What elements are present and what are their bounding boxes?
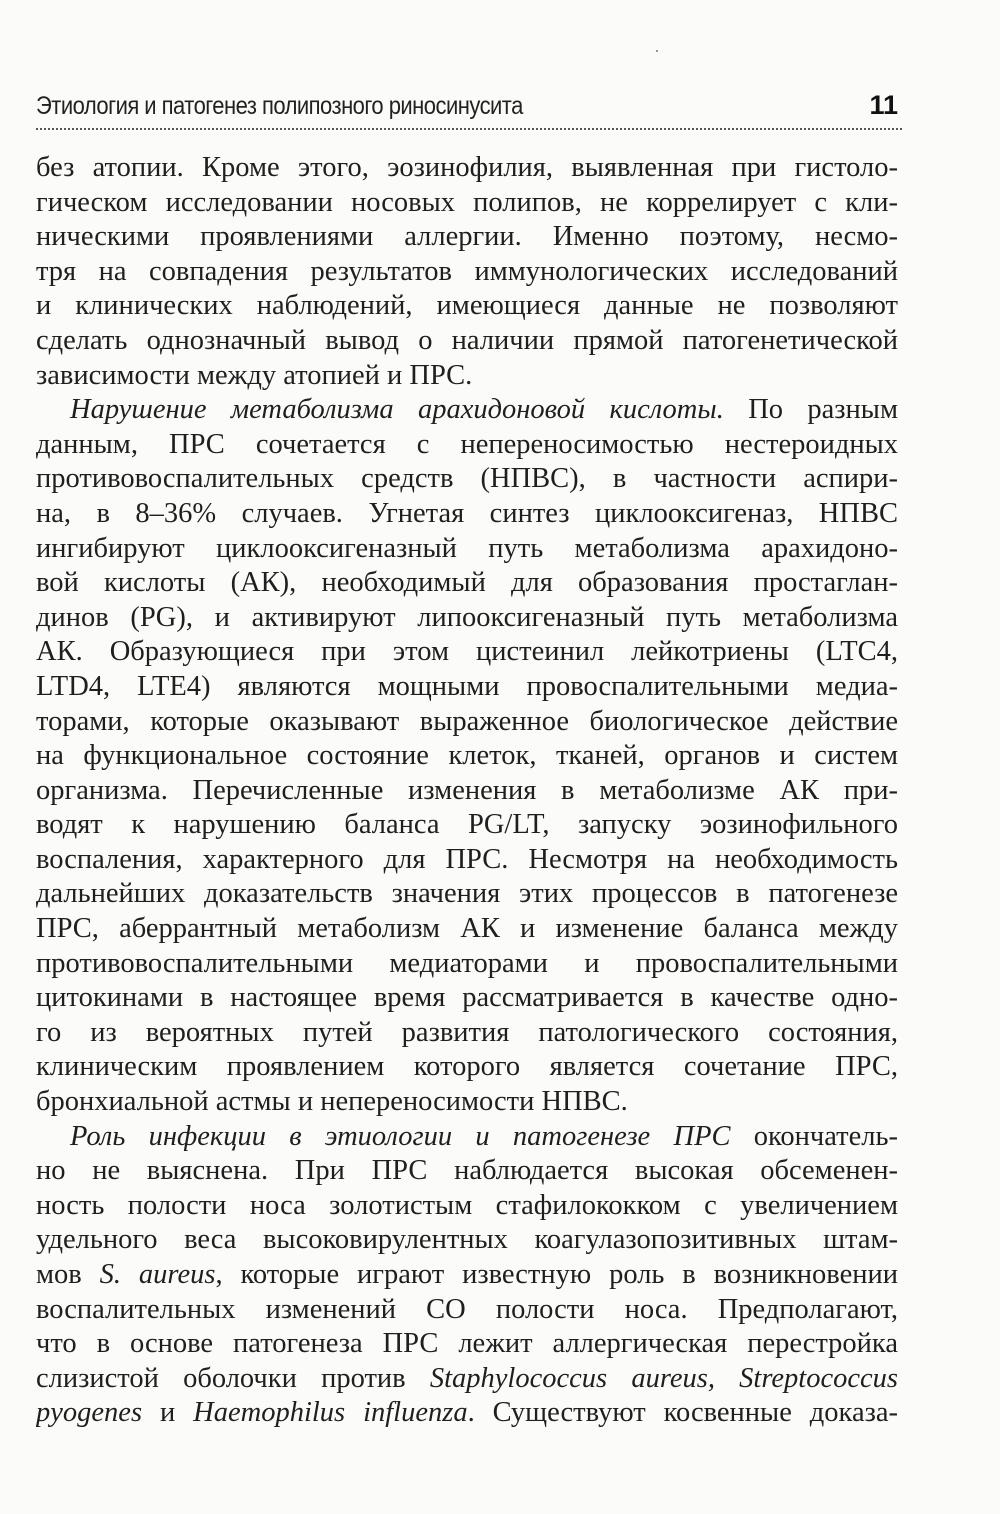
italic-term: pyogenes [36,1397,143,1429]
text-line: воспалительных изменений СО полости носа. Предполагают, [36,1293,898,1325]
italic-heading: Роль инфекции в этиологии и патогенезе ПРС [70,1120,731,1152]
running-header [36,88,902,130]
text-line [36,1258,898,1293]
line-text: По разным [723,394,898,426]
text-line: на функциональное состояние клеток, тканей, органов и систем [36,740,898,772]
text-line: воспаления, характерного для ПРС. Несмотря на необходимость [36,843,898,875]
text-line: клиническим проявлением которого является сочетание ПРС, [36,1051,898,1083]
text-line: дальнейших доказательств значения этих процессов в патогенезе [36,878,898,910]
italic-heading: Нарушение метаболизма арахидоновой кислоты. [70,394,724,426]
text-line: тря на совпадения результатов иммунологических исследований [36,255,898,287]
text-line: динов (PG), и активируют липооксигеназный путь метаболизма [36,601,898,633]
text-line: противовоспалительных средств (НПВС), в частности аспири- [36,463,898,495]
line-text: , которые играют известную роль в возникновении [215,1259,898,1290]
text-line: сделать однозначный вывод о наличии прямой патогенетической [36,324,898,356]
body-text [36,151,898,1431]
text-line: без атопии. Кроме этого, эозинофилия, выявленная при гистоло- [36,152,898,183]
paragraph-start-line [36,1120,898,1155]
text-line [36,1396,898,1431]
text-line: ингибируют циклооксигеназный путь метаболизма арахидоно- [36,532,898,564]
text-line: и клинических наблюдений, имеющиеся данные не позволяют [36,290,898,322]
running-title: Этиология и патогенез полипозного риносинусита [36,92,523,120]
italic-term: Haemophilus influenza [193,1397,468,1429]
text-line: бронхиальной астмы и непереносимости НПВС. [36,1086,628,1118]
italic-term: S. aureus [99,1259,216,1290]
text-line [36,1362,898,1397]
italic-term: Staphylococcus aureus, Streptococcus [429,1362,898,1394]
text-line: организма. Перечисленные изменения в метаболизме АК при- [36,774,898,806]
text-line: цитокинами в настоящее время рассматривается в качестве одно- [36,982,898,1014]
line-text: мов [36,1259,100,1290]
line-text: слизистой оболочки против [36,1362,430,1394]
text-line: противовоспалительными медиаторами и провоспалительными [36,947,898,979]
text-line: водят к нарушению баланса PG/LT, запуску эозинофильного [36,809,898,841]
text-line: данным, ПРС сочетается с непереносимостью нестероидных [36,428,898,460]
text-line: но не выяснена. При ПРС наблюдается высокая обсеменен- [36,1155,898,1187]
text-line: зависимости между атопией и ПРС. [36,359,473,391]
page-number: 11 [869,90,898,120]
text-line: ПРС, аберрантный метаболизм АК и изменение баланса между [36,913,898,945]
text-line: что в основе патогенеза ПРС лежит аллергическая перестройка [36,1328,898,1360]
line-text: окончатель- [730,1120,898,1152]
text-line: удельного веса высоковирулентных коагулазопозитивных штам- [36,1224,898,1256]
print-speck [656,50,658,52]
paragraph-start-line [36,393,898,428]
text-line: вой кислоты (АК), необходимый для образования простаглан- [36,567,898,599]
text-line: АК. Образующиеся при этом цистеинил лейкотриены (LTC4, [36,636,898,668]
text-line: на, в 8–36% случаев. Угнетая синтез циклооксигеназ, НПВС [36,497,898,529]
text-line: ническими проявлениями аллергии. Именно поэтому, несмо- [36,221,898,253]
text-line: ность полости носа золотистым стафилококком с увеличением [36,1189,898,1221]
line-text: . Существуют косвенные доказа- [467,1397,898,1429]
text-line: гическом исследовании носовых полипов, не коррелирует с кли- [36,186,898,218]
text-line: торами, которые оказывают выраженное биологическое действие [36,705,898,737]
text-line: го из вероятных путей развития патологического состояния, [36,1016,898,1048]
text-line: LTD4, LTE4) являются мощными провоспалительными медиа- [36,670,898,702]
line-text: и [142,1397,194,1429]
